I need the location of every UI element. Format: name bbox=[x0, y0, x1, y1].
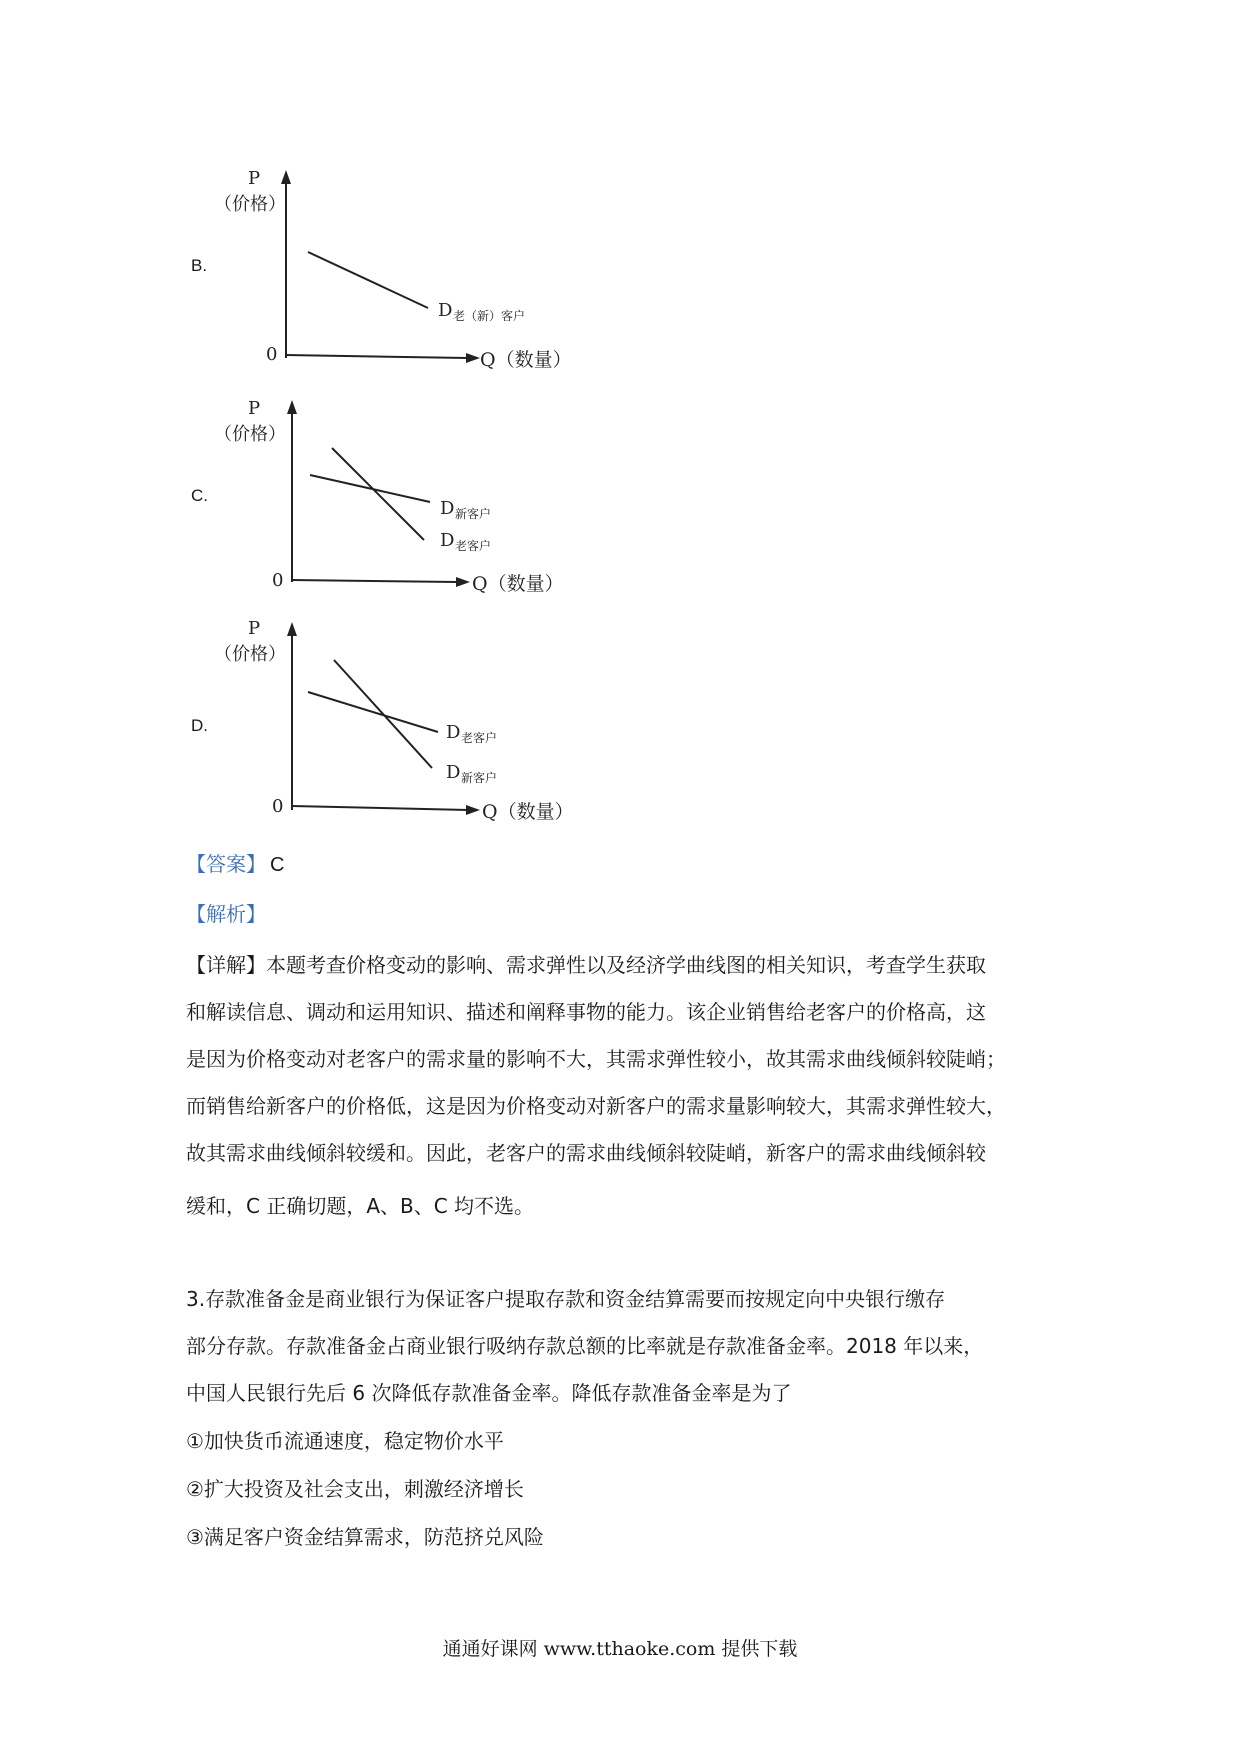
curve-label-new-d: D bbox=[440, 498, 455, 519]
demand-curve bbox=[308, 252, 428, 308]
origin-label: 0 bbox=[266, 344, 278, 365]
detail-line: 故其需求曲线倾斜较缓和。因此，老客户的需求曲线倾斜较陡峭，新客户的需求曲线倾斜较 bbox=[186, 1141, 986, 1165]
q-axis bbox=[292, 580, 458, 582]
p-axis-label: （价格） bbox=[214, 424, 286, 445]
choice-1: ①加快货币流通速度，稳定物价水平 bbox=[186, 1429, 504, 1453]
curve-label-old-d: D bbox=[446, 722, 461, 743]
curve-label-old-sub: 老客户 bbox=[455, 539, 492, 553]
answer-section bbox=[186, 848, 284, 877]
answer-tag: 【答案】 bbox=[186, 852, 266, 876]
origin-label: 0 bbox=[272, 570, 284, 591]
q-axis-label: Q（数量） bbox=[482, 801, 574, 823]
curve-label-old-d: D bbox=[440, 530, 455, 551]
detail-tag: 【详解】 bbox=[186, 953, 266, 977]
option-c-letter: C. bbox=[191, 486, 208, 505]
choice-3: ③满足客户资金结算需求，防范挤兑风险 bbox=[186, 1525, 544, 1549]
curve-label-new-sub: 新客户 bbox=[461, 771, 498, 785]
detail-line: 和解读信息、调动和运用知识、描述和阐释事物的能力。该企业销售给老客户的价格高，这 bbox=[186, 1000, 986, 1024]
option-c-graph bbox=[200, 390, 600, 600]
p-axis-symbol: P bbox=[248, 168, 261, 189]
detail-line: 缓和，C 正确切题，A、B、C 均不选。 bbox=[186, 1194, 535, 1218]
option-d-graph bbox=[200, 610, 600, 835]
analysis-tag: 【解析】 bbox=[186, 902, 266, 926]
curve-label-d: D bbox=[438, 300, 453, 321]
p-axis-symbol: P bbox=[248, 398, 261, 419]
demand-curve-new bbox=[334, 660, 432, 768]
q-axis-arrow bbox=[466, 353, 480, 363]
option-b-graph bbox=[200, 160, 600, 380]
curve-label-new-sub: 新客户 bbox=[455, 507, 492, 521]
detail-line: 本题考查价格变动的影响、需求弹性以及经济学曲线图的相关知识，考查学生获取 bbox=[266, 953, 986, 977]
demand-curve-old bbox=[332, 448, 424, 540]
choice-2: ②扩大投资及社会支出，刺激经济增长 bbox=[186, 1477, 524, 1501]
page-footer: 通通好课网 www.tthaoke.com 提供下载 bbox=[442, 1638, 798, 1660]
demand-curve-new bbox=[310, 475, 430, 502]
question3-line: 3.存款准备金是商业银行为保证客户提取存款和资金结算需要而按规定向中央银行缴存 bbox=[186, 1287, 946, 1311]
curve-label-new-d: D bbox=[446, 762, 461, 783]
curve-label-sub: 老（新）客户 bbox=[453, 309, 526, 323]
p-axis-arrow bbox=[287, 622, 297, 636]
q-axis bbox=[292, 806, 468, 810]
p-axis-label: （价格） bbox=[214, 644, 286, 665]
curve-label-old-sub: 老客户 bbox=[461, 731, 498, 745]
q-axis-label: Q（数量） bbox=[472, 573, 564, 595]
detail-line: 而销售给新客户的价格低，这是因为价格变动对新客户的需求量影响较大，其需求弹性较大， bbox=[186, 1094, 1006, 1118]
detail-paragraph bbox=[186, 942, 1066, 1230]
origin-label: 0 bbox=[272, 796, 284, 817]
answer-value: C bbox=[270, 854, 285, 876]
p-axis-arrow bbox=[281, 170, 291, 184]
detail-line: 是因为价格变动对老客户的需求量的影响不大，其需求弹性较小，故其需求曲线倾斜较陡峭； bbox=[186, 1047, 1006, 1071]
p-axis-arrow bbox=[287, 400, 297, 414]
question3-line: 部分存款。存款准备金占商业银行吸纳存款总额的比率就是存款准备金率。2018 年以来， bbox=[186, 1334, 984, 1358]
option-b-letter: B. bbox=[191, 256, 208, 275]
q-axis-arrow bbox=[466, 805, 480, 815]
question3-line: 中国人民银行先后 6 次降低存款准备金率。降低存款准备金率是为了 bbox=[186, 1381, 792, 1405]
q-axis-label: Q（数量） bbox=[480, 349, 572, 371]
demand-curve-old bbox=[308, 692, 438, 732]
option-d-letter: D. bbox=[191, 716, 208, 735]
q-axis bbox=[286, 355, 468, 358]
p-axis-label: （价格） bbox=[214, 194, 286, 215]
q-axis-arrow bbox=[456, 577, 470, 587]
p-axis-symbol: P bbox=[248, 618, 261, 639]
